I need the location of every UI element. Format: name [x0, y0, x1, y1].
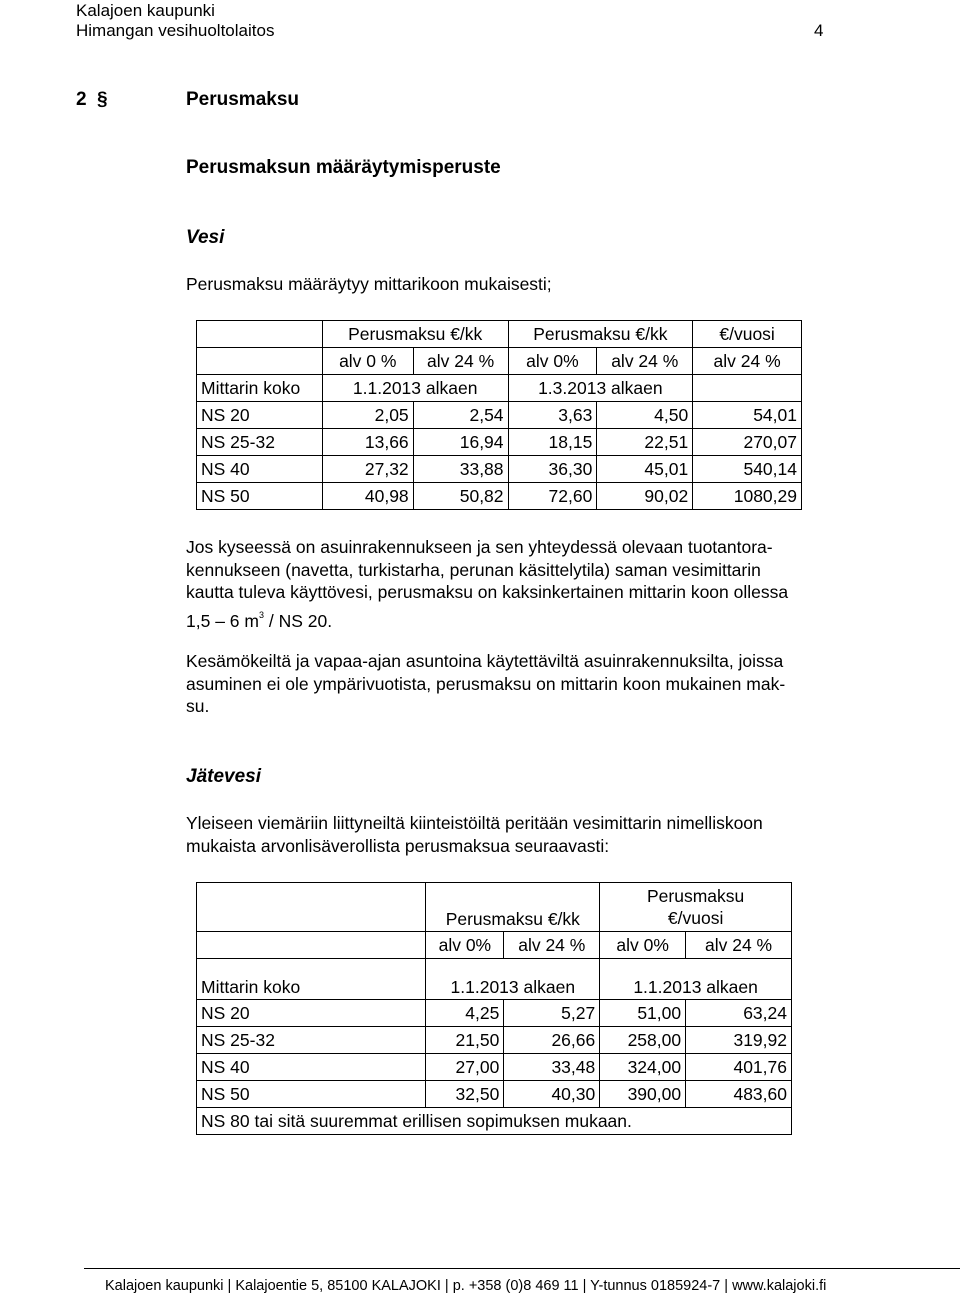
table-cell: 258,00	[600, 1027, 686, 1054]
table-header: alv 0%	[426, 932, 504, 959]
vesi-intro: Perusmaksu määräytyy mittarikoon mukaisesti;	[186, 274, 552, 294]
table-header: Perusmaksu €/kk	[508, 321, 693, 348]
paragraph-line	[186, 604, 886, 633]
table-cell: 51,00	[600, 1000, 686, 1027]
table-cell: 21,50	[426, 1027, 504, 1054]
table-header: alv 0%	[508, 348, 597, 375]
paragraph-line: su.	[186, 696, 210, 716]
footer-text: Kalajoen kaupunki | Kalajoentie 5, 85100 KALAJOKI | p. +358 (0)8 469 11 | Y-tunnus 0185924-7 | www.kalajoki.fi	[105, 1278, 827, 1294]
table-header: alv 24 %	[504, 932, 600, 959]
table-header: Mittarin koko	[197, 375, 323, 402]
table-cell: 18,15	[508, 429, 597, 456]
subtitle: Perusmaksun määräytymisperuste	[186, 157, 501, 178]
table-row	[197, 429, 802, 456]
table-cell	[197, 321, 323, 348]
table-header: alv 24 %	[597, 348, 693, 375]
table-cell: 36,30	[508, 456, 597, 483]
section-title: Perusmaksu	[186, 89, 300, 110]
paragraph-line: kautta tuleva käyttövesi, perusmaksu on kaksinkertainen mittarin koon ollessa	[186, 582, 789, 602]
table-header: alv 0 %	[322, 348, 413, 375]
table-row	[197, 1000, 792, 1027]
table-row	[197, 932, 792, 959]
superscript: 3	[258, 609, 264, 620]
table-cell: 4,25	[426, 1000, 504, 1027]
section-symbol: §	[97, 89, 108, 110]
table-row	[197, 1054, 792, 1081]
table-cell: 16,94	[413, 429, 508, 456]
table-cell: 63,24	[686, 1000, 792, 1027]
table-header: Perusmaksu €/kk	[322, 321, 508, 348]
table-header	[600, 883, 792, 932]
table-cell: 72,60	[508, 483, 597, 510]
table-row	[197, 1027, 792, 1054]
table-note: NS 80 tai sitä suuremmat erillisen sopimuksen mukaan.	[197, 1108, 792, 1135]
table-row	[197, 375, 802, 402]
paragraph-line: kennukseen (navetta, turkistarha, perunan käsittelytila) saman vesimittarin	[186, 559, 761, 580]
table-cell: 4,50	[597, 402, 693, 429]
table-row	[197, 1108, 792, 1135]
vesi-paragraph-2	[186, 650, 886, 718]
table-cell	[197, 883, 426, 932]
paragraph-line: Kesämökeiltä ja vapaa-ajan asuntoina käytettäviltä asuinrakennuksilta, joissa	[186, 651, 784, 671]
table-cell: NS 40	[197, 1054, 426, 1081]
vesi-price-table	[196, 320, 802, 510]
vesi-paragraph-1	[186, 536, 886, 632]
paragraph-text: / NS 20.	[263, 610, 333, 631]
jatevesi-heading: Jätevesi	[186, 766, 262, 787]
table-cell: 3,63	[508, 402, 597, 429]
table-row	[197, 483, 802, 510]
table-cell: 13,66	[322, 429, 413, 456]
table-header: 1.1.2013 alkaen	[322, 375, 508, 402]
table-header: alv 24 %	[413, 348, 508, 375]
table-cell: 26,66	[504, 1027, 600, 1054]
table-header: 1.3.2013 alkaen	[508, 375, 693, 402]
table-cell: 5,27	[504, 1000, 600, 1027]
table-row	[197, 321, 802, 348]
table-row	[197, 456, 802, 483]
paragraph-line: Jos kyseessä on asuinrakennukseen ja sen yhteydessä olevaan tuotantora-	[186, 537, 773, 557]
table-header: €/vuosi	[693, 321, 802, 348]
table-cell: 90,02	[597, 483, 693, 510]
table-row	[197, 402, 802, 429]
table-cell: 390,00	[600, 1081, 686, 1108]
table-cell: 324,00	[600, 1054, 686, 1081]
table-cell: NS 40	[197, 456, 323, 483]
table-cell: 319,92	[686, 1027, 792, 1054]
table-cell: NS 50	[197, 1081, 426, 1108]
table-cell: NS 25-32	[197, 1027, 426, 1054]
table-row	[197, 348, 802, 375]
header-dept: Himangan vesihuoltolaitos	[76, 21, 275, 40]
paragraph-text: 1,5 – 6 m	[186, 610, 259, 631]
table-cell: NS 50	[197, 483, 323, 510]
table-cell: 1080,29	[693, 483, 802, 510]
table-header: alv 24 %	[693, 348, 802, 375]
table-cell: 483,60	[686, 1081, 792, 1108]
page-number: 4	[814, 21, 824, 40]
table-cell: 2,54	[413, 402, 508, 429]
table-header: alv 0%	[600, 932, 686, 959]
table-header: 1.1.2013 alkaen	[426, 959, 600, 1000]
table-cell: 40,98	[322, 483, 413, 510]
table-header-line: €/vuosi	[667, 908, 724, 928]
jatevesi-intro	[186, 812, 886, 857]
jatevesi-price-table	[196, 882, 792, 1135]
table-cell: 401,76	[686, 1054, 792, 1081]
paragraph-line: Yleiseen viemäriin liittyneiltä kiinteistöiltä peritään vesimittarin nimelliskoon	[186, 813, 763, 833]
table-cell: 45,01	[597, 456, 693, 483]
table-header-line: Perusmaksu	[646, 886, 745, 906]
table-header: alv 24 %	[686, 932, 792, 959]
table-cell	[197, 932, 426, 959]
table-cell: 50,82	[413, 483, 508, 510]
table-cell	[197, 348, 323, 375]
paragraph-line: mukaista arvonlisäverollista perusmaksua seuraavasti:	[186, 835, 610, 856]
table-cell: 27,32	[322, 456, 413, 483]
paragraph-line: asuminen ei ole ympärivuotista, perusmaksu on mittarin koon mukainen mak-	[186, 673, 786, 694]
table-cell: 33,88	[413, 456, 508, 483]
table-row	[197, 1081, 792, 1108]
table-header: Mittarin koko	[197, 959, 426, 1000]
table-cell: 2,05	[322, 402, 413, 429]
table-cell: 540,14	[693, 456, 802, 483]
table-cell: 40,30	[504, 1081, 600, 1108]
table-cell: 54,01	[693, 402, 802, 429]
table-cell: NS 25-32	[197, 429, 323, 456]
vesi-heading: Vesi	[186, 227, 225, 248]
table-cell: NS 20	[197, 1000, 426, 1027]
table-row	[197, 883, 792, 932]
table-header: Perusmaksu €/kk	[426, 883, 600, 932]
table-row	[197, 959, 792, 1000]
footer-divider	[84, 1268, 960, 1269]
table-header: 1.1.2013 alkaen	[600, 959, 792, 1000]
table-cell: 33,48	[504, 1054, 600, 1081]
table-cell: NS 20	[197, 402, 323, 429]
table-cell: 270,07	[693, 429, 802, 456]
table-cell: 27,00	[426, 1054, 504, 1081]
table-cell: 22,51	[597, 429, 693, 456]
section-number: 2	[76, 89, 87, 110]
table-cell: 32,50	[426, 1081, 504, 1108]
header-org: Kalajoen kaupunki	[76, 1, 215, 20]
table-cell	[693, 375, 802, 402]
